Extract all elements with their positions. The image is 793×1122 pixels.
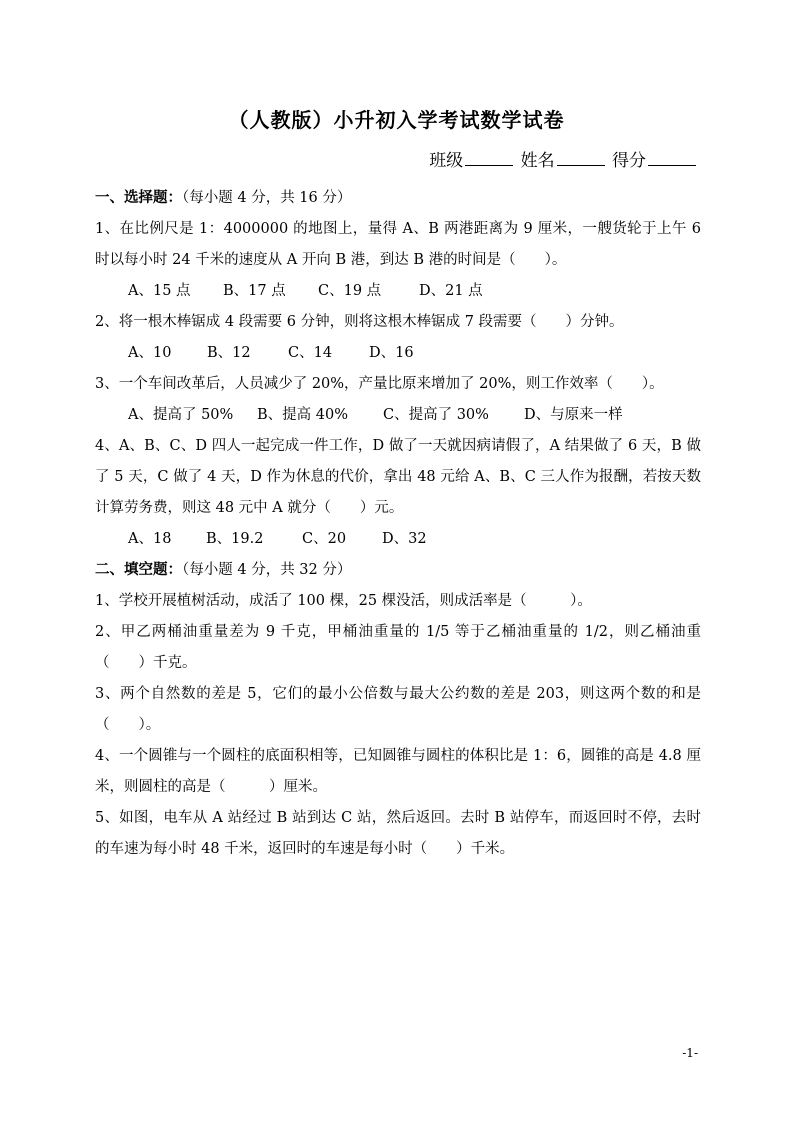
option: D、16 [369, 345, 414, 361]
option: C、20 [302, 531, 347, 547]
option: D、21 点 [419, 283, 483, 299]
fill-question: 5、如图，电车从 A 站经过 B 站到达 C 站，然后返回。去时 B 站停车，而返回时不停，去时的车速为每小时 48 千米，返回时的车速是每小时（ ）千米。 [95, 810, 701, 857]
section2-note: （每小题 4 分，共 32 分） [182, 562, 352, 578]
section1-note: （每小题 4 分，共 16 分） [182, 190, 352, 206]
options-row [95, 524, 701, 555]
question-text: 1、在比例尺是 1：4000000 的地图上，量得 A、B 两港距离为 9 厘米，一艘货轮于上午 6 时以每小时 24 千米的速度从 A 开向 B 港，到达 B 港的时间是（ ）。 [95, 221, 701, 268]
fill-question: 2、甲乙两桶油重量差为 9 千克，甲桶油重量的 1/5 等于乙桶油重量的 1/2，则乙桶油重（ ）千克。 [95, 624, 701, 671]
option: D、与原来一样 [524, 407, 623, 423]
options-row [95, 338, 701, 369]
options-row [95, 400, 701, 431]
option: A、10 [128, 345, 172, 361]
section2-title: 二、填空题： [95, 562, 182, 578]
option: A、18 [128, 531, 172, 547]
page-number: -1- [682, 1046, 698, 1060]
score-blank [648, 151, 696, 166]
option: B、提高 40% [257, 407, 348, 423]
name-blank [557, 151, 605, 166]
section1-heading [95, 183, 701, 214]
option: C、提高了 30% [383, 407, 489, 423]
option: B、17 点 [223, 283, 286, 299]
fill-question: 4、一个圆锥与一个圆柱的底面积相等，已知圆锥与圆柱的体积比是 1：6，圆锥的高是 4.8 厘米，则圆柱的高是（ ）厘米。 [95, 748, 701, 795]
option: D、32 [382, 531, 427, 547]
option: A、15 点 [128, 283, 191, 299]
section1-title: 一、选择题： [95, 190, 182, 206]
question-text: 3、一个车间改革后，人员减少了 20%，产量比原来增加了 20%，则工作效率（ ）。 [95, 376, 664, 392]
option: B、19.2 [206, 531, 264, 547]
fill-question: 3、两个自然数的差是 5，它们的最小公倍数与最大公约数的差是 203，则这两个数的和是（ ）。 [95, 686, 701, 733]
class-label: 班级 [429, 151, 464, 171]
option: A、提高了 50% [128, 407, 234, 423]
exam-content [95, 183, 701, 865]
fill-question: 1、学校开展植树活动，成活了 100 棵，25 棵没活，则成活率是（ ）。 [95, 593, 592, 609]
question-text: 4、A、B、C、D 四人一起完成一件工作，D 做了一天就因病请假了，A 结果做了 6 天，B 做了 5 天，C 做了 4 天，D 作为休息的代价，拿出 48 元给 A、B、C 三人作为报酬，若按天数计算劳务费，则这 48 元中 A 就分（ ）元。 [95, 438, 701, 516]
student-info [429, 146, 698, 171]
option: B、12 [207, 345, 251, 361]
name-label: 姓名 [520, 151, 555, 171]
class-blank [465, 151, 513, 166]
page-title: （人教版）小升初入学考试数学试卷 [228, 108, 565, 132]
section2-heading [95, 555, 701, 586]
option: C、14 [288, 345, 333, 361]
score-label: 得分 [612, 151, 646, 171]
option: C、19 点 [318, 283, 382, 299]
options-row [95, 276, 701, 307]
question-text: 2、将一根木棒锯成 4 段需要 6 分钟，则将这根木棒锯成 7 段需要（ ）分钟。 [95, 314, 624, 330]
